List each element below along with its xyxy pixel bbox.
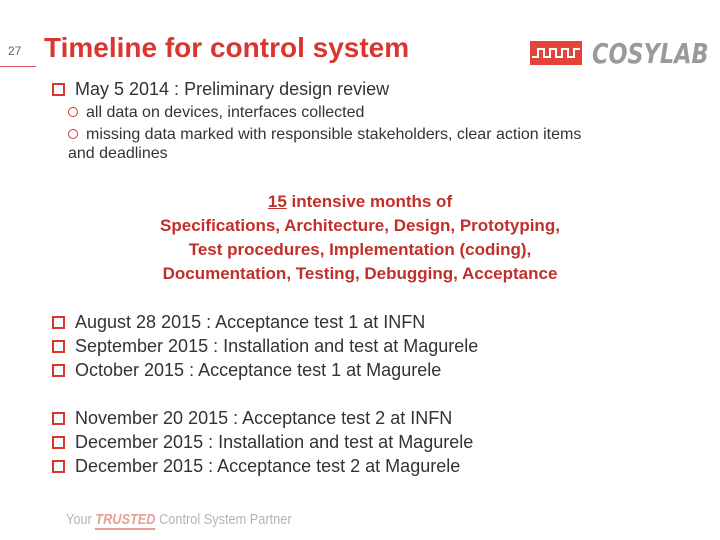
footer-suffix: Control System Partner bbox=[155, 511, 292, 528]
milestone-text: December 2015 : Installation and test at Magurele bbox=[75, 432, 474, 452]
highlight-line-3: Test procedures, Implementation (coding), bbox=[188, 240, 532, 259]
milestone-item bbox=[52, 406, 452, 430]
square-bullet-icon bbox=[52, 340, 65, 353]
milestone-item bbox=[52, 454, 460, 478]
footer-tagline bbox=[66, 511, 292, 528]
highlight-line-2: Specifications, Architecture, Design, Prototyping, bbox=[160, 216, 560, 235]
milestone-item bbox=[52, 334, 478, 358]
milestone-text: August 28 2015 : Acceptance test 1 at INFN bbox=[75, 312, 426, 332]
milestone-text: October 2015 : Acceptance test 1 at Magurele bbox=[75, 360, 442, 380]
design-review-item bbox=[52, 77, 389, 101]
milestone-text: September 2015 : Installation and test at Magurele bbox=[75, 336, 479, 356]
sub-item-continuation bbox=[68, 144, 168, 164]
sub-item bbox=[68, 103, 364, 123]
sub-item-text: and deadlines bbox=[68, 145, 168, 162]
square-bullet-icon bbox=[52, 460, 65, 473]
square-bullet-icon bbox=[52, 436, 65, 449]
slide-title: Timeline for control system bbox=[44, 32, 410, 63]
design-review-text: May 5 2014 : Preliminary design review bbox=[75, 79, 390, 99]
months-count: 15 bbox=[267, 192, 287, 211]
milestone-item bbox=[52, 310, 425, 334]
milestone-item bbox=[52, 430, 473, 454]
footer-trusted: TRUSTED bbox=[95, 511, 156, 528]
circle-bullet-icon bbox=[68, 129, 78, 139]
milestone-text: December 2015 : Acceptance test 2 at Magurele bbox=[75, 456, 461, 476]
square-bullet-icon bbox=[52, 83, 65, 96]
footer-prefix: Your bbox=[66, 511, 96, 528]
slide-number-underline bbox=[0, 66, 36, 67]
highlight-line-1: intensive months of bbox=[286, 192, 453, 211]
square-bullet-icon bbox=[52, 412, 65, 425]
cosylab-logo bbox=[530, 36, 720, 70]
sub-item-text: missing data marked with responsible stakeholders, clear action items bbox=[86, 126, 582, 143]
square-bullet-icon bbox=[52, 364, 65, 377]
square-bullet-icon bbox=[52, 316, 65, 329]
sub-item bbox=[68, 125, 581, 145]
highlight-block bbox=[60, 190, 660, 286]
logo-text: COSYLAB bbox=[592, 36, 709, 70]
circle-bullet-icon bbox=[68, 107, 78, 117]
milestone-text: November 20 2015 : Acceptance test 2 at INFN bbox=[75, 408, 453, 428]
milestone-item bbox=[52, 358, 441, 382]
logo-pulse-icon bbox=[530, 41, 582, 65]
highlight-line-4: Documentation, Testing, Debugging, Acceptance bbox=[162, 264, 558, 283]
slide-number: 27 bbox=[8, 44, 22, 58]
sub-item-text: all data on devices, interfaces collected bbox=[86, 104, 365, 121]
